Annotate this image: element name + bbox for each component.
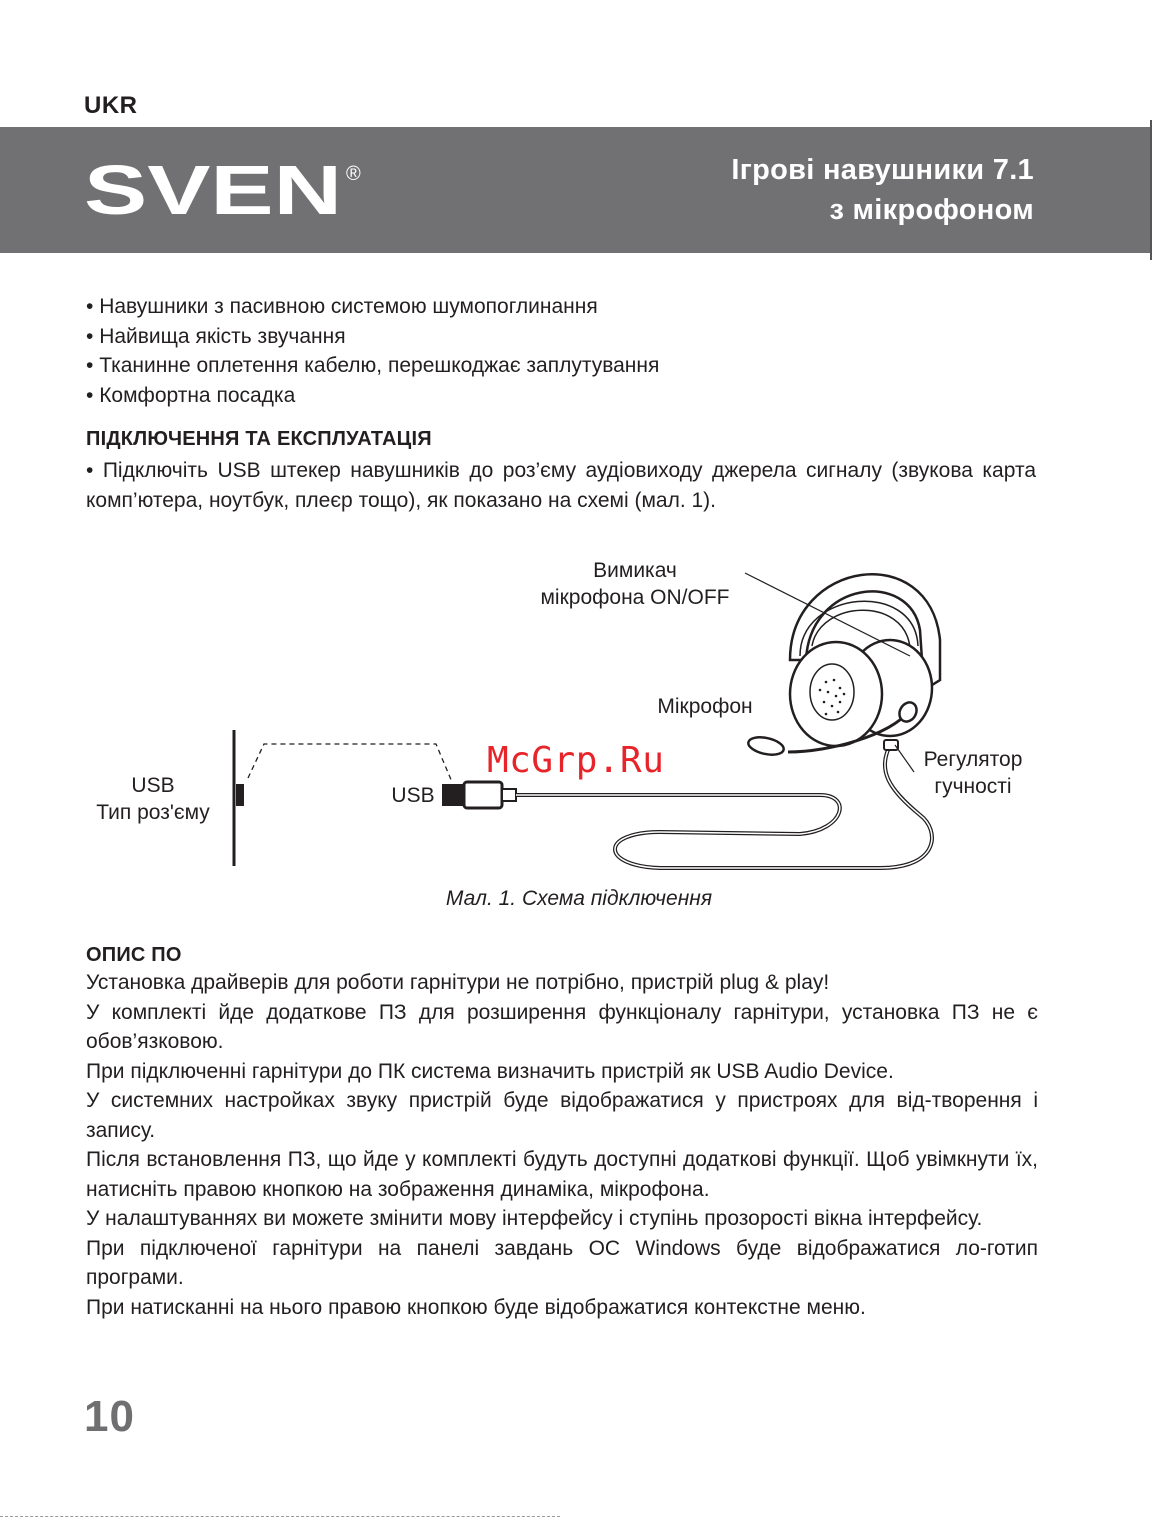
software-paragraph: При підключеної гарнітури на панелі завдань ОС Windows буде відображатися ло-готип програми.	[86, 1236, 1038, 1289]
mic-capsule	[747, 734, 786, 757]
usb-plug-sleeve	[502, 789, 516, 801]
label-mic-switch-line-1: Вимикач	[593, 559, 677, 582]
connection-heading: ПІДКЛЮЧЕННЯ ТА ЕКСПЛУАТАЦІЯ	[86, 428, 432, 450]
volume-control	[884, 740, 898, 750]
label-volume	[908, 746, 1038, 800]
page-edge-mark	[1150, 120, 1152, 260]
label-volume-line-1: Регулятор	[923, 748, 1023, 771]
usb-plug-tip	[442, 784, 464, 806]
page-number: 10	[84, 1392, 135, 1441]
product-title	[731, 150, 1034, 230]
label-usb-port	[80, 772, 226, 826]
headset	[747, 574, 940, 757]
feature-item: • Комфортна посадка	[86, 381, 659, 411]
label-usb-port-line-2: Тип роз'єму	[96, 801, 210, 824]
software-paragraph: Установка драйверів для роботи гарнітури не потрібно, пристрій plug & play!	[86, 971, 830, 994]
title-line-2: з мікрофоном	[829, 194, 1034, 226]
feature-item: • Найвища якість звучання	[86, 322, 659, 352]
logo-text: SVEN	[84, 158, 342, 222]
watermark: McGrp.Ru	[487, 740, 665, 781]
software-paragraph: У налаштуваннях ви можете змінити мову інтерфейсу і ступінь прозорості вікна інтерфейсу.	[86, 1207, 983, 1230]
title-line-1: Ігрові навушники 7.1	[731, 154, 1034, 186]
language-label: UKR	[84, 92, 138, 119]
registered-mark: ®	[346, 163, 361, 185]
label-usb-plug: USB	[391, 784, 435, 807]
software-paragraph: Після встановлення ПЗ, що йде у комплекті будуть доступні додаткові функції. Щоб увімкнути їх, натисніть правою кнопкою на зображення динаміка, мікрофона.	[86, 1148, 1038, 1201]
software-description	[86, 968, 1038, 1322]
feature-item: • Тканинне оплетення кабелю, перешкоджає заплутування	[86, 351, 659, 381]
software-paragraph: При підключенні гарнітури до ПК система визначить пристрій як USB Audio Device.	[86, 1059, 894, 1083]
insertion-guide	[248, 744, 452, 782]
label-mic-switch-line-2: мікрофона ON/OFF	[540, 586, 730, 609]
label-microphone: Мікрофон	[657, 695, 753, 718]
software-paragraph: У комплекті йде додаткове ПЗ для розширення функціоналу гарнітури, установка ПЗ не є обов’язковою.	[86, 1000, 1038, 1053]
label-volume-line-2: гучності	[934, 775, 1012, 798]
ear-cushion	[810, 664, 854, 720]
software-paragraph: У системних настройках звуку пристрій буде відображатися у пристроях для від-творення і запису.	[86, 1089, 1038, 1142]
feature-item: • Навушники з пасивною системою шумопоглинання	[86, 292, 659, 322]
sven-logo	[84, 158, 374, 222]
software-paragraph: При натисканні на нього правою кнопкою буде відображатися контекстне меню.	[86, 1295, 866, 1319]
software-heading: ОПИС ПО	[86, 944, 182, 966]
figure-caption: Мал. 1. Схема підключення	[445, 887, 713, 910]
label-usb-port-line-1: USB	[131, 774, 175, 797]
usb-port	[236, 784, 244, 806]
trim-line	[0, 1516, 560, 1517]
label-mic-switch	[520, 557, 750, 611]
usb-plug-body	[464, 782, 502, 808]
connection-instruction: • Підключіть USB штекер навушників до роз’єму аудіовиходу джерела сигналу (звукова карта комп’ютера, ноутбук, плеєр тощо), як показано на схемі (мал. 1).	[86, 456, 1036, 515]
feature-list	[86, 292, 659, 410]
